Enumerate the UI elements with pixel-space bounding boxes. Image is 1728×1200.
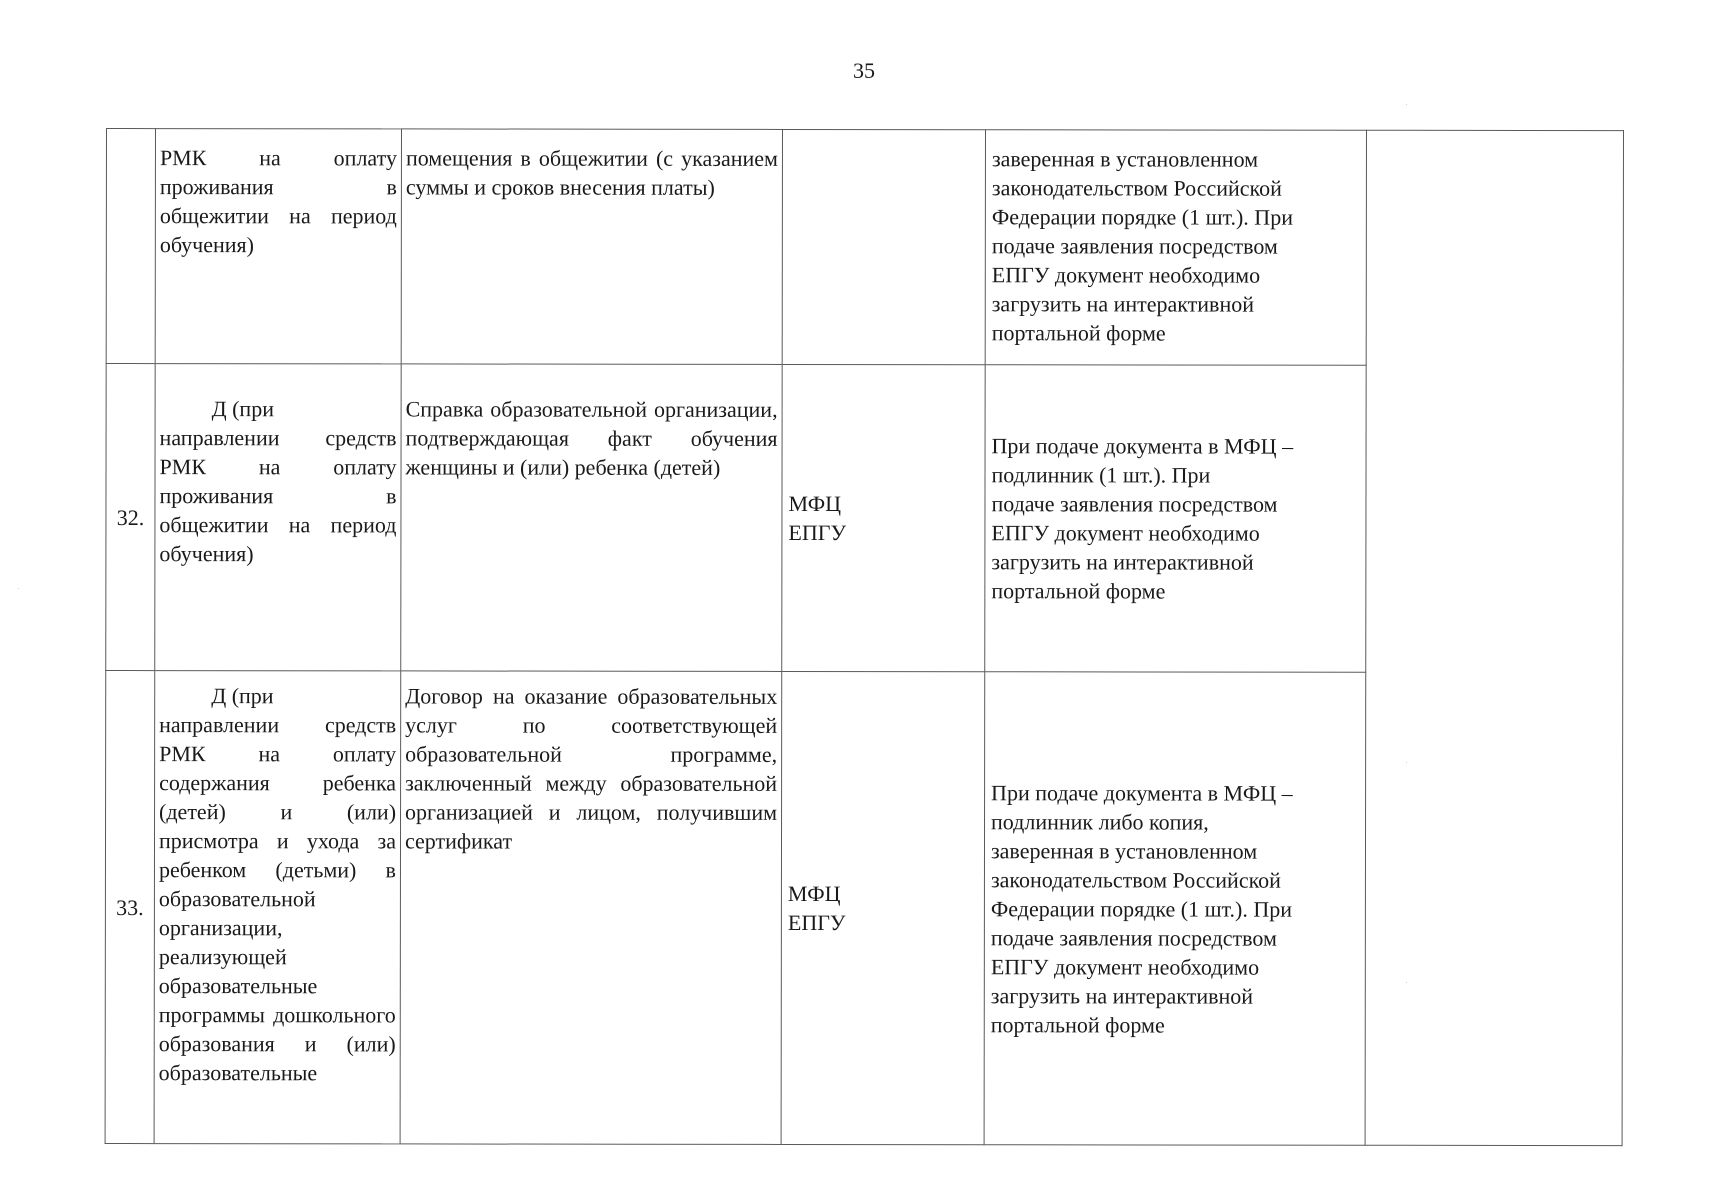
- document-name-cell: [400, 671, 782, 1145]
- page-number: [0, 58, 1728, 84]
- channel-epgu: ЕПГУ: [788, 519, 847, 546]
- submission-channel-cell: [781, 671, 985, 1144]
- applicant-category-lead: Д (при: [211, 396, 275, 422]
- requirements-text: заверенная в установленном законодательством Российской Федерации порядке (1 шт.). При подаче заявления посредством ЕПГУ документ необходимо загрузить на интерактивной портальной форме: [991, 146, 1294, 346]
- notes-cell: [1365, 130, 1623, 1145]
- applicant-category-lead: Д (при: [211, 683, 274, 709]
- requirements-cell: [985, 365, 1366, 673]
- row-number: 33.: [116, 894, 144, 920]
- channel-epgu: ЕПГУ: [787, 909, 846, 936]
- scan-speck: [18, 588, 19, 589]
- document-name-text: помещения в общежитии (с указанием суммы и сроков внесения платы): [405, 145, 778, 200]
- document-name-cell: [401, 364, 782, 672]
- channel-mfc: МФЦ: [788, 490, 842, 517]
- scan-speck: [1406, 982, 1407, 983]
- document-name-text: Справка образовательной организации, подтверждающая факт обучения женщины и (или) ребенка (детей): [405, 396, 778, 480]
- applicant-category-text: направлении средств РМК на оплату проживания в общежитии на период обучения): [159, 425, 397, 567]
- table-row: [106, 129, 1623, 366]
- row-number-cell: [106, 129, 155, 364]
- applicant-category-text: направлении средств РМК на оплату содержания ребенка (детей) и (или) присмотра и ухода за ребенком (детьми) в образовательной организации, реализующей образовательные программы дошкольного образования и (или) образовательные: [158, 712, 397, 1086]
- row-number: 32.: [116, 504, 145, 530]
- requirements-cell: [985, 130, 1366, 366]
- submission-channel-cell: [782, 364, 985, 671]
- applicant-category-cell: [155, 364, 401, 671]
- scan-speck: [1406, 104, 1407, 105]
- document-table: [105, 128, 1624, 1146]
- requirements-text: При подаче документа в МФЦ – подлинник либо копия, заверенная в установленном законодательством Российской Федерации порядке (1 шт.). При подаче заявления посредством ЕПГУ документ необходимо загрузить на интерактивной портальной форме: [990, 779, 1293, 1037]
- row-number-cell: [105, 671, 155, 1144]
- document-name-text: Договор на оказание образовательных услуг по соответствующей образовательной программе, заключенный между образовательной организацией и лицом, получившим сертификат: [404, 683, 778, 854]
- document-name-cell: [401, 129, 782, 365]
- channel-mfc: МФЦ: [787, 880, 841, 907]
- scan-speck: [1406, 762, 1407, 763]
- applicant-category-text: РМК на оплату проживания в общежитии на период обучения): [159, 145, 397, 258]
- applicant-category-cell: [154, 671, 401, 1144]
- row-number-cell: [106, 364, 155, 671]
- requirements-cell: [984, 672, 1366, 1146]
- submission-channel-cell: [782, 129, 985, 364]
- applicant-category-cell: [155, 129, 401, 364]
- requirements-text: При подаче документа в МФЦ – подлинник (1 шт.). При подаче заявления посредством ЕПГУ документ необходимо загрузить на интерактивной портальной форме: [991, 433, 1294, 604]
- page-number-text: 35: [853, 58, 875, 83]
